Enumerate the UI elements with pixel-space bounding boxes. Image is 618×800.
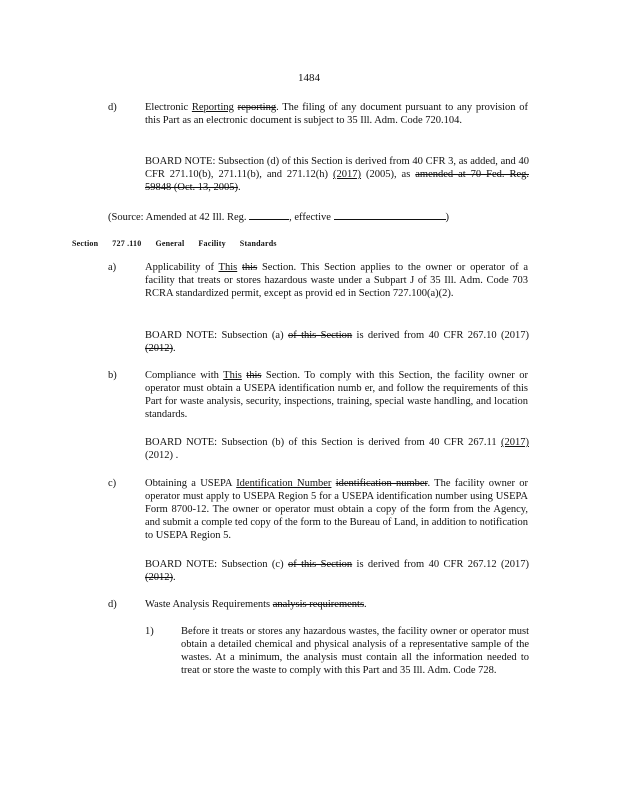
subsection-b [108,369,528,421]
text-run: BOARD NOTE: Subsection (b) of this Section is derived from 40 CFR 267.11 [145,437,501,448]
deleted-text: of this Section [287,559,353,570]
section-number: 727 .110 [112,239,142,248]
board-note-d [145,155,529,194]
deleted-text: amended at 70 Fed. Reg. 59848 (Oct. 13, 2005) [145,169,529,193]
blank-line [249,209,289,220]
blank-line [334,209,446,220]
text-run: Compliance with [145,370,224,381]
board-note-a [145,329,529,355]
subsection-label: c) [108,478,117,489]
text-run: Applicability of [145,262,219,273]
text-run: is derived from 40 CFR 267.12 (2017) [352,559,529,570]
subsection-label: a) [108,262,117,273]
text-run: Section. This Section applies to the owner or operator of a facility that treats or stores hazardous waste under a Subpart J of 35 Ill. Adm. Code 703 RCRA standardized permit, except as provid ed in Section 727.100(a)(2). [145,262,529,299]
text-run: BOARD NOTE: Subsection (d) of this Section is derived from 40 CFR 3, as added, and 40 CFR 271.10(b), 271.11(b), and 271.12(h) [145,156,529,180]
text-run: Section. To comply with this Section, the facility owner or operator must obtain a USEPA identification numb er, and follow the requirements of this Part for waste analysis, security, inspections, training, special waste handling, and location standards. [145,370,528,420]
source-line [108,209,528,224]
text-run: is derived from 40 CFR 267.10 (2017) [352,330,529,341]
section-title-word: Facility [198,239,226,248]
subsection-label: d) [108,102,117,113]
text-run: . [173,343,176,354]
subsection-d-waste-analysis [108,598,528,611]
text-run: Obtaining a USEPA [145,478,237,489]
board-note-b [145,436,529,462]
text-run: (2005), as [361,169,416,180]
subsection-label: b) [108,370,117,381]
inserted-text: (2017) [501,437,529,448]
subsection-label: d) [108,599,117,610]
section-title-word: Standards [239,239,277,248]
text-run: (Source: Amended at 42 Ill. Reg. [108,212,247,223]
text-run: . The facility owner or operator must apply to USEPA Region 5 for a USEPA identification number using USEPA Form 8700-12. The owner or operator must obtain a copy of the form from the Agency, and submit a comple ted copy of the form to the Bureau of Land, in addition to notification to USEPA Region 5. [145,478,529,541]
section-word: Section [72,239,99,248]
section-title-word: General [155,239,185,248]
text-run: Electronic [145,102,192,113]
subsection-a [108,261,528,300]
text-run: ) [445,212,450,223]
deleted-text: (2012) [145,343,173,354]
subsection-c [108,477,528,542]
subsection-text [145,101,528,127]
deleted-text: reporting [237,102,277,113]
deleted-text: this [246,370,262,381]
text-run: BOARD NOTE: Subsection (c) [145,559,288,570]
subsection-text [145,261,528,300]
deleted-text: (2012) [145,572,173,583]
text-run: , effective [289,212,331,223]
page-number: 1484 [298,72,320,84]
section-heading [72,237,291,250]
subsection-d-electronic-reporting [108,101,528,127]
deleted-text: identification number [335,478,428,489]
text-run: . [173,572,176,583]
text-run: BOARD NOTE: Subsection (a) [145,330,288,341]
subsection-text [145,598,528,611]
text-run: (2012) [145,450,173,461]
deleted-text: this [242,262,258,273]
text-run: Waste Analysis Requirements [145,599,273,610]
inserted-text: Identification Number [236,478,332,489]
text-run: . [364,599,367,610]
inserted-text: This [218,262,238,273]
subsection-text [145,369,528,421]
inserted-text: (2017) [333,169,362,180]
subsection-text: Before it treats or stores any hazardous wastes, the facility owner or operator must obtain a detailed chemical and physical analysis of a representative sample of the wastes. At a minimum, the analysis must contain all the information needed to treat or store the waste to comply with this Part and 35 Ill. Adm. Code 728. [181,626,529,676]
subsection-d-1 [145,625,529,677]
board-note-c [145,558,529,584]
subsection-label: 1) [145,626,154,637]
inserted-text: This [223,370,242,381]
inserted-text: Reporting [191,102,234,113]
deleted-text: of this Section [287,330,353,341]
text-run: . [238,182,241,193]
deleted-text: analysis requirements [272,599,365,610]
text-run: . [173,450,179,461]
subsection-text [145,477,528,542]
text-run: . The filing of any document pursuant to any provision of this Part as an electronic document is subject to 35 Ill. Adm. Code 720.104. [145,102,528,126]
